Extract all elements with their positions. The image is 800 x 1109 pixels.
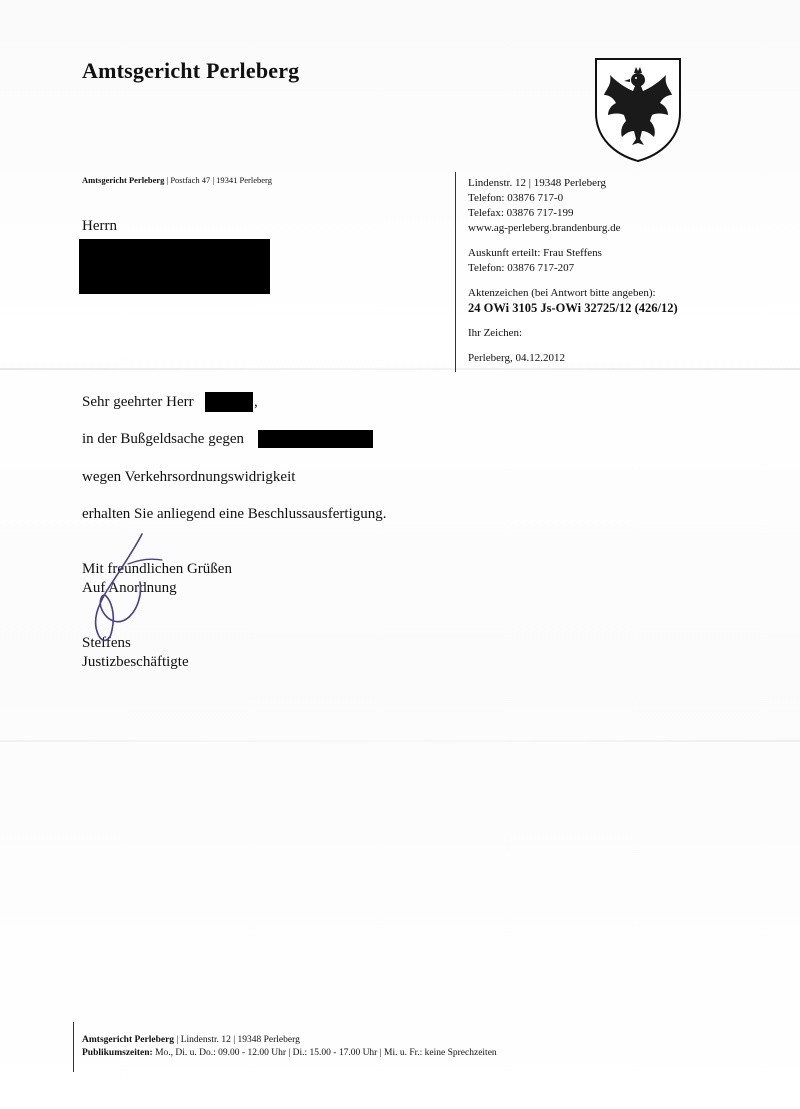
footer-divider bbox=[73, 1022, 74, 1072]
contact-phone: Telefon: 03876 717-207 bbox=[468, 262, 575, 274]
court-phone: Telefon: 03876 717-0 bbox=[468, 192, 564, 204]
greeting-line: Sehr geehrter Herr bbox=[82, 394, 194, 410]
footer-address: | Lindenstr. 12 | 19348 Perleberg bbox=[174, 1035, 300, 1045]
redacted-party-name bbox=[258, 430, 373, 448]
redacted-name bbox=[205, 392, 253, 412]
footer-hours-label: Publikumszeiten: bbox=[82, 1048, 153, 1058]
your-reference-label: Ihr Zeichen: bbox=[468, 327, 523, 339]
file-reference-number: 24 OWi 3105 Js-OWi 32725/12 (426/12) bbox=[468, 301, 678, 315]
body-line-enclosure: erhalten Sie anliegend eine Beschlussausfertigung. bbox=[82, 506, 387, 522]
footer-block bbox=[82, 1034, 497, 1060]
file-reference-label: Aktenzeichen (bei Antwort bitte angeben): bbox=[468, 287, 656, 299]
body-line-offence: wegen Verkehrsordnungswidrigkeit bbox=[82, 469, 296, 485]
footer-address-line bbox=[82, 1034, 497, 1047]
sidebar-divider bbox=[455, 172, 456, 372]
court-website: www.ag-perleberg.brandenburg.de bbox=[468, 222, 621, 234]
redacted-addressee-block bbox=[79, 239, 270, 294]
paper-fold-line bbox=[0, 740, 800, 742]
paper-fold-line bbox=[0, 368, 800, 370]
greeting-comma: , bbox=[254, 394, 258, 410]
return-address-name: Amtsgericht Perleberg bbox=[82, 175, 165, 185]
court-address: Lindenstr. 12 | 19348 Perleberg bbox=[468, 177, 606, 189]
closing-by-order: Auf Anordnung bbox=[82, 580, 177, 596]
signatory-title: Justizbeschäftigte bbox=[82, 654, 189, 670]
contact-person: Auskunft erteilt: Frau Steffens bbox=[468, 247, 602, 259]
footer-court-name: Amtsgericht Perleberg bbox=[82, 1035, 175, 1045]
closing-regards: Mit freundlichen Grüßen bbox=[82, 561, 232, 577]
return-address-line bbox=[82, 175, 272, 185]
footer-hours: Mo., Di. u. Do.: 09.00 - 12.00 Uhr | Di.: 15.00 - 17.00 Uhr | Mi. u. Fr.: keine Sprechzeiten bbox=[152, 1048, 497, 1058]
sender-info-block bbox=[468, 176, 678, 366]
handwritten-signature bbox=[80, 530, 190, 650]
body-line-proceedings: in der Bußgeldsache gegen bbox=[82, 431, 245, 447]
court-name-heading: Amtsgericht Perleberg bbox=[82, 58, 300, 83]
letter-date: Perleberg, 04.12.2012 bbox=[468, 352, 565, 364]
court-fax: Telefax: 03876 717-199 bbox=[468, 207, 574, 219]
brandenburg-eagle-crest-icon bbox=[590, 55, 686, 163]
return-address-rest: | Postfach 47 | 19341 Perleberg bbox=[164, 175, 272, 185]
signatory-name: Steffens bbox=[82, 635, 131, 651]
footer-hours-line bbox=[82, 1047, 497, 1060]
addressee-salutation: Herrn bbox=[82, 218, 117, 234]
